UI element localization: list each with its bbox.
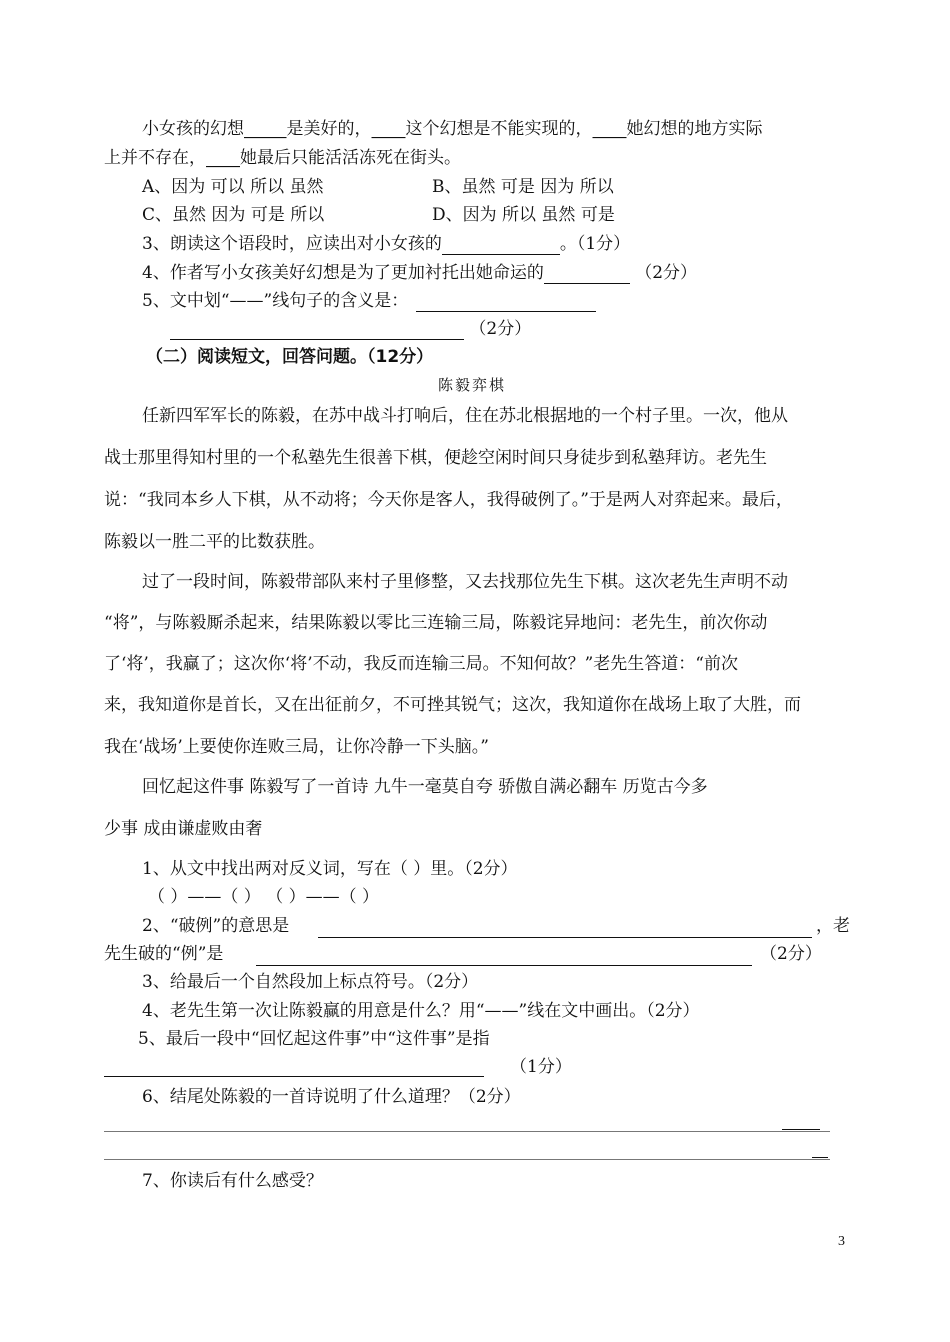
option-b[interactable]: B、虽然 可是 因为 所以 <box>432 177 614 197</box>
text: 小女孩的幻想 <box>142 119 244 139</box>
fill-in-line-2 <box>104 147 461 169</box>
question-5-tail: （1分） <box>510 1057 572 1077</box>
passage-line: 我在‘战场’上要使你连败三局，让你冷静一下头脑。” <box>104 737 489 757</box>
answer-blank[interactable] <box>416 293 596 312</box>
passage-line: 任新四军军长的陈毅，在苏中战斗打响后，住在苏北根据地的一个村子里。一次，他从 <box>142 406 788 426</box>
text: 是美好的， <box>286 119 372 139</box>
answer-blank[interactable] <box>318 919 812 938</box>
question-6: 6、结尾处陈毅的一首诗说明了什么道理？（2分） <box>142 1087 521 1107</box>
fill-in-line-1 <box>142 118 763 140</box>
text: 这个幻想是不能实现的， <box>405 119 593 139</box>
answer-line[interactable] <box>104 1131 830 1132</box>
question-5: 5、最后一段中“回忆起这件事”中“这件事”是指 <box>138 1029 490 1049</box>
question-5 <box>142 290 596 312</box>
section-heading: （二）阅读短文，回答问题。（12分） <box>146 347 434 367</box>
passage-line: 来，我知道你是首长，又在出征前夕，不可挫其锐气；这次，我知道你在战场上取了大胜，而 <box>104 695 801 715</box>
text: 上并不存在， <box>104 148 206 168</box>
passage-line: 陈毅以一胜二平的比数获胜。 <box>104 532 325 552</box>
question-7: 7、你读后有什么感受？ <box>142 1171 323 1191</box>
score-text: 。（1分） <box>559 234 631 254</box>
passage-line: 过了一段时间，陈毅带部队来村子里修整，又去找那位先生下棋。这次老先生声明不动 <box>142 572 788 592</box>
question-2b-tail: （2分） <box>760 944 822 964</box>
blank-1[interactable]: _____ <box>244 119 287 139</box>
passage-title: 陈毅弈棋 <box>438 376 507 394</box>
answer-blank[interactable] <box>104 1058 484 1077</box>
text: 她幻想的地方实际 <box>626 119 763 139</box>
passage-line: 少事 成由谦虚败由奢 <box>104 819 263 839</box>
question-2b <box>104 943 223 965</box>
question-4: 4、老先生第一次让陈毅赢的用意是什么？用“——”线在文中画出。（2分） <box>142 1001 700 1021</box>
passage-line: 回忆起这件事 陈毅写了一首诗 九牛一毫莫自夸 骄傲自满必翻车 历览古今多 <box>142 777 708 797</box>
blank-3[interactable]: ____ <box>592 119 627 139</box>
answer-blank[interactable] <box>256 947 752 966</box>
score-text: （2分） <box>635 263 698 283</box>
question-2a-tail: ，老 <box>816 916 850 936</box>
question-5-continued <box>170 318 531 340</box>
question-2a <box>142 915 289 937</box>
question-text: 3、朗读这个语段时，应读出对小女孩的 <box>142 234 442 254</box>
question-4 <box>142 262 697 284</box>
passage-line: 战士那里得知村里的一个私塾先生很善下棋，便趁空闲时间只身徒步到私塾拜访。老先生 <box>104 448 767 468</box>
text: 她最后只能活活冻死在街头。 <box>240 148 461 168</box>
blank-2[interactable]: ____ <box>371 119 406 139</box>
question-text: 4、作者写小女孩美好幻想是为了更加衬托出她命运的 <box>142 263 544 283</box>
option-d[interactable]: D、因为 所以 虽然 可是 <box>432 205 615 225</box>
answer-blank[interactable] <box>442 236 560 255</box>
passage-line: 了‘将’，我赢了；这次你‘将’不动，我反而连输三局。不知何故？”老先生答道：“前次 <box>104 654 738 674</box>
page-number: 3 <box>838 1234 845 1249</box>
question-3: 3、给最后一个自然段加上标点符号。（2分） <box>142 972 479 992</box>
answer-line-end <box>782 1129 820 1130</box>
antonym-pairs[interactable]: （ ）——（ ） （ ）——（ ） <box>148 887 380 907</box>
blank-4[interactable]: ____ <box>206 148 240 168</box>
passage-line: “将”，与陈毅厮杀起来，结果陈毅以零比三连输三局，陈毅诧异地问：老先生，前次你动 <box>104 613 768 633</box>
answer-line[interactable] <box>104 1159 830 1160</box>
answer-blank[interactable] <box>544 265 630 284</box>
question-text: 2、“破例”的意思是 <box>142 916 290 936</box>
option-c[interactable]: C、虽然 因为 可是 所以 <box>142 205 325 225</box>
answer-blank[interactable] <box>170 321 464 340</box>
question-1: 1、从文中找出两对反义词，写在（ ）里。（2分） <box>142 859 518 879</box>
question-3 <box>142 233 630 255</box>
question-text: 先生破的“例”是 <box>104 944 224 964</box>
passage-line: 说：“我同本乡人下棋，从不动将；今天你是客人，我得破例了。”于是两人对弈起来。最后， <box>104 490 793 510</box>
question-text: 5、文中划“——”线句子的含义是： <box>142 291 409 311</box>
option-a[interactable]: A、因为 可以 所以 虽然 <box>142 177 324 197</box>
score-text: （2分） <box>469 319 532 339</box>
answer-line-end <box>812 1157 828 1158</box>
